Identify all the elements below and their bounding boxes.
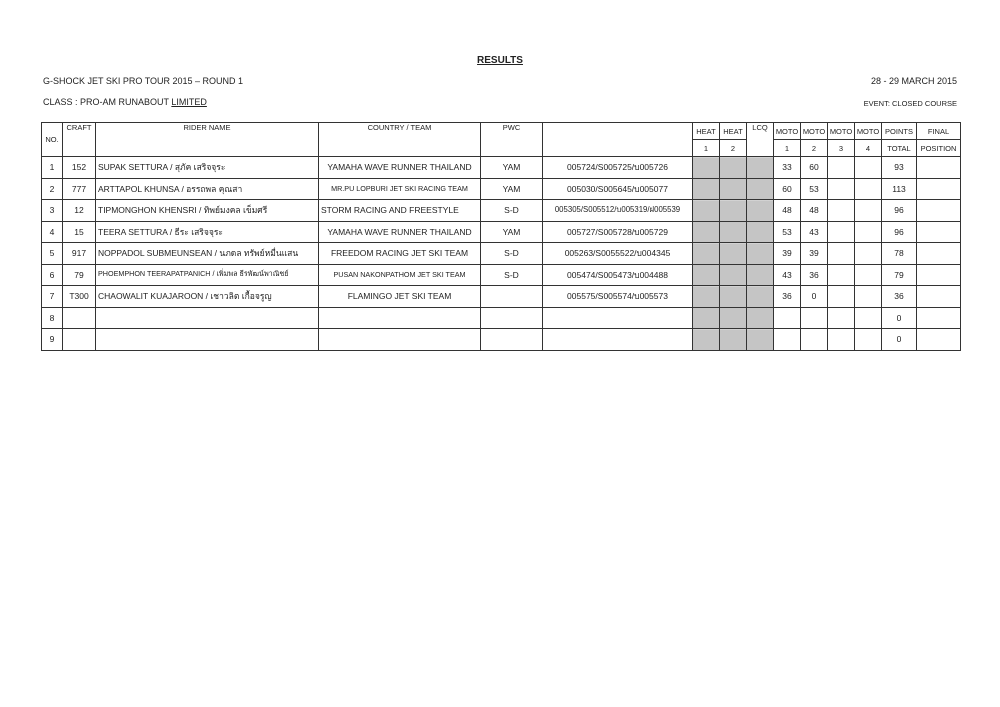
cell-no: 3 (42, 200, 63, 222)
cell-heat1 (693, 200, 720, 222)
cell-serial: 005727/S005728/บ005729 (543, 221, 693, 243)
cell-rider (96, 307, 319, 329)
cell-moto2 (801, 307, 828, 329)
cell-moto3 (828, 178, 855, 200)
cell-no: 6 (42, 264, 63, 286)
cell-rider (96, 329, 319, 351)
cell-final (917, 286, 961, 308)
cell-no: 1 (42, 157, 63, 179)
cell-total: 96 (882, 221, 917, 243)
col-moto4-num: 4 (855, 140, 882, 157)
cell-moto4 (855, 178, 882, 200)
cell-rider: TEERA SETTURA / ธีระ เสริจจุระ (96, 221, 319, 243)
table-row (42, 329, 961, 351)
col-moto2-num: 2 (801, 140, 828, 157)
cell-rider: PHOEMPHON TEERAPATPANICH / เพิ่มพล ธีรพัฒน์พาณิชย์ (96, 264, 319, 286)
cell-moto2: 60 (801, 157, 828, 179)
cell-pwc: YAM (481, 221, 543, 243)
cell-moto4 (855, 221, 882, 243)
cell-moto3 (828, 329, 855, 351)
cell-serial: 005030/S005645/บ005077 (543, 178, 693, 200)
cell-team: PUSAN NAKONPATHOM JET SKI TEAM (319, 264, 481, 286)
header-row-1 (42, 123, 961, 140)
cell-moto4 (855, 286, 882, 308)
cell-moto1: 48 (774, 200, 801, 222)
cell-moto3 (828, 157, 855, 179)
class-label (43, 97, 207, 107)
cell-pwc (481, 329, 543, 351)
cell-heat2 (720, 307, 747, 329)
cell-moto1 (774, 329, 801, 351)
col-heat2-num: 2 (720, 140, 747, 157)
cell-team: FREEDOM RACING JET SKI TEAM (319, 243, 481, 265)
cell-craft (63, 307, 96, 329)
cell-heat1 (693, 157, 720, 179)
col-heat2: HEAT (720, 123, 747, 140)
cell-no: 8 (42, 307, 63, 329)
cell-final (917, 264, 961, 286)
col-pwc: PWC (481, 123, 543, 157)
cell-total: 79 (882, 264, 917, 286)
cell-serial: 005575/S005574/บ005573 (543, 286, 693, 308)
cell-craft: 917 (63, 243, 96, 265)
table-row (42, 178, 961, 200)
cell-pwc: YAM (481, 178, 543, 200)
cell-moto1: 39 (774, 243, 801, 265)
cell-moto3 (828, 307, 855, 329)
cell-total: 113 (882, 178, 917, 200)
cell-craft: T300 (63, 286, 96, 308)
cell-moto3 (828, 264, 855, 286)
cell-heat1 (693, 178, 720, 200)
cell-heat2 (720, 286, 747, 308)
cell-heat1 (693, 243, 720, 265)
cell-moto3 (828, 243, 855, 265)
table-row (42, 286, 961, 308)
cell-pwc: YAM (481, 157, 543, 179)
cell-heat2 (720, 178, 747, 200)
cell-craft: 15 (63, 221, 96, 243)
event-type: EVENT: CLOSED COURSE (863, 99, 957, 108)
cell-heat2 (720, 157, 747, 179)
col-serial (543, 123, 693, 157)
cell-lcq (747, 200, 774, 222)
col-moto3-num: 3 (828, 140, 855, 157)
cell-no: 5 (42, 243, 63, 265)
cell-moto4 (855, 329, 882, 351)
cell-lcq (747, 329, 774, 351)
cell-moto2: 36 (801, 264, 828, 286)
cell-moto1: 36 (774, 286, 801, 308)
cell-heat2 (720, 200, 747, 222)
cell-serial: 005724/S005725/บ005726 (543, 157, 693, 179)
cell-pwc: S-D (481, 264, 543, 286)
cell-total: 0 (882, 307, 917, 329)
cell-heat1 (693, 307, 720, 329)
col-heat1-num: 1 (693, 140, 720, 157)
cell-total: 78 (882, 243, 917, 265)
cell-team (319, 307, 481, 329)
cell-moto4 (855, 243, 882, 265)
cell-heat1 (693, 286, 720, 308)
cell-total: 93 (882, 157, 917, 179)
cell-rider: NOPPADOL SUBMEUNSEAN / นภดล ทรัพย์หมื่นแสน (96, 243, 319, 265)
cell-final (917, 307, 961, 329)
cell-lcq (747, 157, 774, 179)
cell-moto4 (855, 157, 882, 179)
col-team: COUNTRY / TEAM (319, 123, 481, 157)
class-suffix: LIMITED (171, 97, 207, 107)
results-table (41, 122, 961, 351)
cell-moto2: 43 (801, 221, 828, 243)
cell-serial: 005263/S0055522/บ004345 (543, 243, 693, 265)
cell-team: STORM RACING AND FREESTYLE (319, 200, 481, 222)
cell-moto3 (828, 200, 855, 222)
event-date: 28 - 29 MARCH 2015 (870, 76, 957, 86)
cell-lcq (747, 243, 774, 265)
table-row (42, 264, 961, 286)
cell-final (917, 157, 961, 179)
col-moto1: MOTO (774, 123, 801, 140)
cell-final (917, 200, 961, 222)
cell-craft: 79 (63, 264, 96, 286)
cell-pwc (481, 307, 543, 329)
cell-moto4 (855, 200, 882, 222)
table-row (42, 221, 961, 243)
cell-moto2: 53 (801, 178, 828, 200)
cell-rider: TIPMONGHON KHENSRI / ทิพย์มงคล เข็มศรี (96, 200, 319, 222)
cell-moto2: 39 (801, 243, 828, 265)
col-moto1-num: 1 (774, 140, 801, 157)
cell-craft: 152 (63, 157, 96, 179)
cell-craft: 12 (63, 200, 96, 222)
cell-final (917, 243, 961, 265)
event-name: G-SHOCK JET SKI PRO TOUR 2015 – ROUND 1 (43, 76, 244, 86)
cell-no: 7 (42, 286, 63, 308)
cell-heat1 (693, 221, 720, 243)
cell-moto4 (855, 307, 882, 329)
cell-lcq (747, 307, 774, 329)
col-heat1: HEAT (693, 123, 720, 140)
cell-moto1: 43 (774, 264, 801, 286)
cell-team: FLAMINGO JET SKI TEAM (319, 286, 481, 308)
cell-moto1: 33 (774, 157, 801, 179)
col-craft: CRAFT (63, 123, 96, 157)
cell-total: 0 (882, 329, 917, 351)
cell-serial (543, 307, 693, 329)
col-moto4: MOTO (855, 123, 882, 140)
cell-moto1: 53 (774, 221, 801, 243)
cell-moto2: 0 (801, 286, 828, 308)
class-prefix: CLASS : PRO-AM RUNABOUT (43, 97, 172, 107)
cell-lcq (747, 264, 774, 286)
cell-team: YAMAHA WAVE RUNNER THAILAND (319, 221, 481, 243)
cell-serial: 005305/S005512/บ005319/ฝ005539 (543, 200, 693, 222)
cell-total: 36 (882, 286, 917, 308)
col-lcq: LCQ (747, 123, 774, 157)
cell-craft: 777 (63, 178, 96, 200)
cell-moto2 (801, 329, 828, 351)
cell-rider: SUPAK SETTURA / สุภัค เสริจจุระ (96, 157, 319, 179)
col-points: POINTS (882, 123, 917, 140)
col-moto2: MOTO (801, 123, 828, 140)
col-points-total: TOTAL (882, 140, 917, 157)
cell-rider: CHAOWALIT KUAJAROON / เชาวลิต เกื้อจรูญ (96, 286, 319, 308)
cell-lcq (747, 178, 774, 200)
cell-final (917, 221, 961, 243)
cell-serial (543, 329, 693, 351)
cell-total: 96 (882, 200, 917, 222)
cell-serial: 005474/S005473/บ004488 (543, 264, 693, 286)
cell-moto1 (774, 307, 801, 329)
cell-final (917, 329, 961, 351)
cell-no: 9 (42, 329, 63, 351)
table-row (42, 200, 961, 222)
cell-team (319, 329, 481, 351)
table-row (42, 243, 961, 265)
col-no: NO. (42, 123, 63, 157)
cell-heat2 (720, 329, 747, 351)
col-final-position: POSITION (917, 140, 961, 157)
cell-heat1 (693, 329, 720, 351)
cell-moto4 (855, 264, 882, 286)
page-title: RESULTS (477, 55, 523, 66)
cell-heat2 (720, 264, 747, 286)
cell-no: 2 (42, 178, 63, 200)
cell-heat1 (693, 264, 720, 286)
cell-moto1: 60 (774, 178, 801, 200)
cell-heat2 (720, 243, 747, 265)
col-rider: RIDER NAME (96, 123, 319, 157)
cell-lcq (747, 286, 774, 308)
col-final: FINAL (917, 123, 961, 140)
cell-moto3 (828, 286, 855, 308)
cell-pwc (481, 286, 543, 308)
cell-pwc: S-D (481, 243, 543, 265)
cell-heat2 (720, 221, 747, 243)
cell-craft (63, 329, 96, 351)
cell-team: MR.PU LOPBURI JET SKI RACING TEAM (319, 178, 481, 200)
table-row (42, 157, 961, 179)
cell-moto3 (828, 221, 855, 243)
cell-team: YAMAHA WAVE RUNNER THAILAND (319, 157, 481, 179)
cell-rider: ARTTAPOL KHUNSA / อรรถพล คุณสา (96, 178, 319, 200)
cell-moto2: 48 (801, 200, 828, 222)
cell-final (917, 178, 961, 200)
col-moto3: MOTO (828, 123, 855, 140)
table-row (42, 307, 961, 329)
cell-lcq (747, 221, 774, 243)
cell-pwc: S-D (481, 200, 543, 222)
cell-no: 4 (42, 221, 63, 243)
